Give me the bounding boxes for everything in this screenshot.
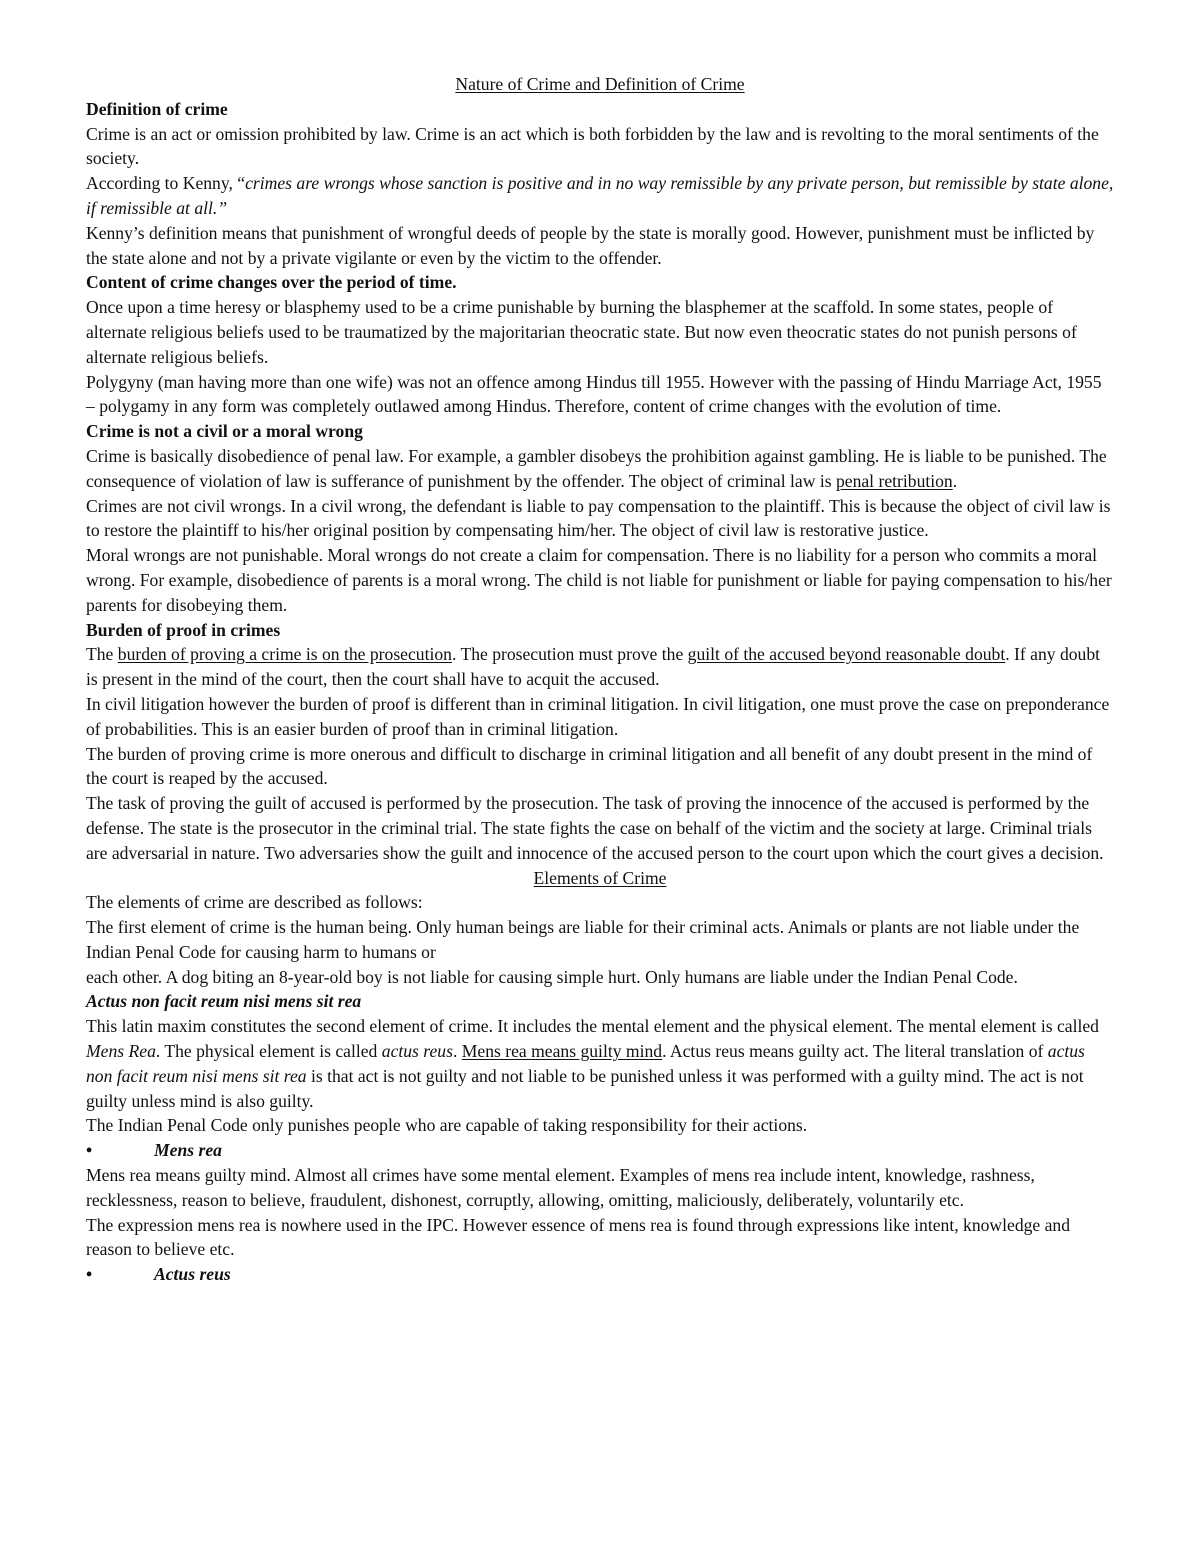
maxim-italic-mens-rea: Mens Rea (86, 1041, 156, 1062)
burden-underlined-2: guilt of the accused beyond reasonable doubt (687, 644, 1006, 665)
burden-underlined-1: burden of proving a crime is on the prosecution (117, 644, 452, 665)
heading-civil-moral: Crime is not a civil or a moral wrong (86, 421, 363, 442)
burden-text-b: . The prosecution must prove the (451, 644, 688, 665)
burden-text-a: The (86, 644, 118, 665)
paragraph-moral-wrongs: Moral wrongs are not punishable. Moral wrongs do not create a claim for compensation. There is no liability for a person who commits a moral wrong. For example, disobedience of parents is a moral wrong. The child is not liable for punishment or liable for paying compensation to his/her parents for disobeying them. (86, 545, 1112, 615)
maxim-text-c: . (452, 1041, 462, 1062)
elements-title-text: Elements of Crime (533, 867, 667, 888)
penal-retribution-link: penal retribution (835, 470, 953, 491)
paragraph-onerous-burden: The burden of proving crime is more onerous and difficult to discharge in criminal litigation and all benefit of any doubt present in the mind of the court is reaped by the accused. (86, 743, 1093, 789)
paragraph-kenny-quote (86, 171, 1114, 221)
paragraph-maxim-explained (86, 1014, 1114, 1113)
paragraph-elements-intro: The elements of crime are described as follows: (86, 892, 423, 913)
maxim-italic-actus-reus: actus reus (381, 1041, 453, 1062)
document-title (86, 72, 1114, 97)
maxim-text-e: is that act is not guilty and not liable to be punished unless it was performed with a guilty mind. The act is not guilty unless mind is also guilty. (86, 1065, 1084, 1111)
heading-burden-of-proof: Burden of proof in crimes (86, 619, 281, 640)
paragraph-crime-definition: Crime is an act or omission prohibited by law. Crime is an act which is both forbidden by the law and is revolting to the moral sentiments of the society. (86, 123, 1099, 169)
bullet-label-mens-rea: Mens rea (154, 1140, 222, 1161)
maxim-text-d: . Actus reus means guilty act. The literal translation of (662, 1041, 1048, 1062)
bullet-item-mens-rea (86, 1138, 1114, 1163)
penal-law-text: Crime is basically disobedience of penal law. For example, a gambler disobeys the prohibition against gambling. He is liable to be punished. The consequence of violation of law is sufferance of punishment by the offender. The object of criminal law is (86, 445, 1107, 491)
kenny-intro: According to Kenny, “ (86, 173, 246, 194)
maxim-text-b: . The physical element is called (155, 1041, 382, 1062)
paragraph-civil-litigation: In civil litigation however the burden of proof is different than in criminal litigation. In civil litigation, one must prove the case on preponderance of probabilities. This is an easier burden of proof than in criminal litigation. (86, 693, 1110, 739)
paragraph-burden-prosecution (86, 642, 1114, 692)
paragraph-dog-example: each other. A dog biting an 8-year-old boy is not liable for causing simple hurt. Only humans are liable under the Indian Penal Code. (86, 966, 1018, 987)
penal-law-end: . (952, 470, 958, 491)
paragraph-mens-rea-ipc: The expression mens rea is nowhere used in the IPC. However essence of mens rea is found through expressions like intent, knowledge and reason to believe etc. (86, 1214, 1071, 1260)
paragraph-polygyny: Polygyny (man having more than one wife) was not an offence among Hindus till 1955. However with the passing of Hindu Marriage Act, 1955 – polygamy in any form was completely outlawed among Hindus. Therefore, content of crime changes with the evolution of time. (86, 371, 1102, 417)
kenny-quote-text: crimes are wrongs whose sanction is positive and in no way remissible by any private person, but remissible by state alone, if remissible at all. (86, 173, 1114, 218)
paragraph-ipc-responsibility: The Indian Penal Code only punishes people who are capable of taking responsibility for their actions. (86, 1115, 808, 1136)
paragraph-prosecution-task: The task of proving the guilt of accused is performed by the prosecution. The task of proving the innocence of the accused is performed by the defense. The state is the prosecutor in the criminal trial. The state fights the case on behalf of the victim and the society at large. Criminal trials are adversarial in nature. Two adversaries show the guilt and innocence of the accused person to the court upon which the court gives a decision. (86, 793, 1104, 863)
maxim-underlined: Mens rea means guilty mind (461, 1041, 663, 1062)
heading-elements-of-crime (86, 866, 1114, 891)
kenny-quote-close: ” (217, 197, 228, 218)
maxim-italic-full: actus non facit reum nisi mens sit rea (86, 1041, 1085, 1086)
maxim-text-a: This latin maxim constitutes the second element of crime. It includes the mental element and the physical element. The mental element is called (86, 1016, 1099, 1037)
paragraph-heresy: Once upon a time heresy or blasphemy used to be a crime punishable by burning the blasphemer at the scaffold. In some states, people of alternate religious beliefs used to be traumatized by the majoritarian theocratic state. But now even theocratic states do not punish persons of alternate religious beliefs. (86, 297, 1077, 367)
bullet-icon: • (86, 1264, 93, 1285)
paragraph-mens-rea-meaning: Mens rea means guilty mind. Almost all crimes have some mental element. Examples of mens rea include intent, knowledge, rashness, recklessness, reason to believe, fraudulent, dishonest, corruptly, allowing, omitting, maliciously, deliberately, voluntarily etc. (86, 1165, 1035, 1210)
paragraph-human-being: The first element of crime is the human being. Only human beings are liable for their criminal acts. Animals or plants are not liable under the Indian Penal Code for causing harm to humans or (86, 917, 1080, 962)
heading-content-changes: Content of crime changes over the period of time. (86, 272, 457, 293)
paragraph-penal-law (86, 444, 1114, 494)
heading-latin-maxim: Actus non facit reum nisi mens sit rea (86, 991, 362, 1012)
paragraph-civil-wrongs: Crimes are not civil wrongs. In a civil wrong, the defendant is liable to pay compensation to the plaintiff. This is because the object of civil law is to restore the plaintiff to his/her original position by compensating him/her. The object of civil law is restorative justice. (86, 495, 1111, 541)
burden-text-c: . If any doubt is present in the mind of the court, then the court shall have to acquit the accused. (86, 644, 1101, 690)
bullet-icon: • (86, 1140, 93, 1161)
bullet-item-actus-reus (86, 1262, 1114, 1287)
heading-definition: Definition of crime (86, 98, 228, 119)
title-text: Nature of Crime and Definition of Crime (455, 74, 745, 94)
bullet-label-actus-reus: Actus reus (154, 1264, 231, 1285)
paragraph-kenny-meaning: Kenny’s definition means that punishment of wrongful deeds of people by the state is morally good. However, punishment must be inflicted by the state alone and not by a private vigilante or even by the victim to the offender. (86, 222, 1095, 268)
